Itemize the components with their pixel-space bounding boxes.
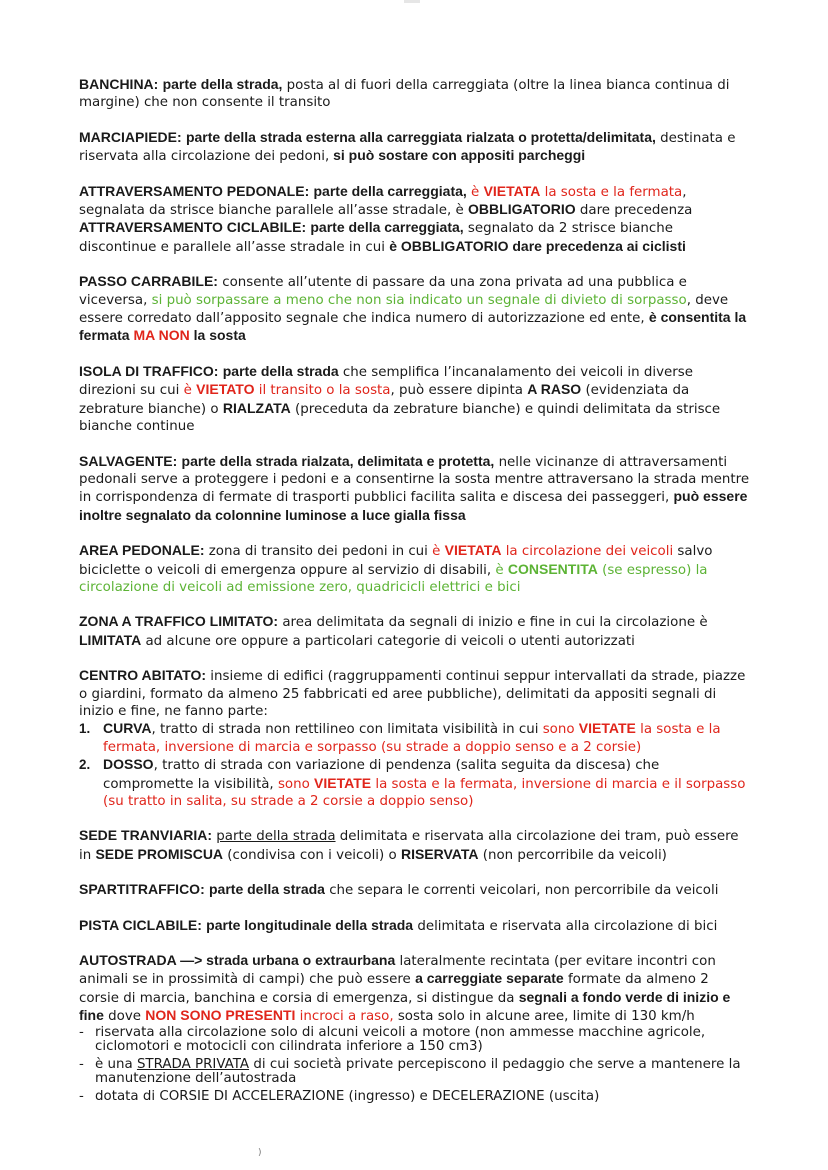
- para-attraversamento-ciclabile: ATTRAVERSAMENTO CICLABILE: parte della carreggiata, segnalato da 2 strisce bianche discontinue e parallele all’asse stradale in cui è OBBLIGATORIO dare precedenza ai ciclisti: [79, 219, 686, 255]
- autostrada-list: [79, 1026, 751, 1105]
- list-item: 1. CURVA, tratto di strada non rettilineo con limitata visibilità in cui sono VIETATE la sosta e la fermata, inversione di marcia e sorpasso (su strade a doppio senso e a 2 corsie): [79, 720, 721, 755]
- para-spartitraffico: SPARTITRAFFICO: parte della strada che separa le correnti veicolari, non percorribile da veicoli: [79, 881, 719, 899]
- term-pista-ciclabile: PISTA CICLABILE:: [79, 916, 202, 933]
- para-isola-di-traffico: ISOLA DI TRAFFICO: parte della strada che semplifica l’incanalamento dei veicoli in diverse direzioni su cui è VIETATO il transito o la sosta, può essere dipinta A RASO (evidenziata da zebrature bianche) o RIALZATA (preceduta da zebrature bianche) e quindi delimitata da strisce bianche continue: [79, 362, 721, 435]
- term-centro-abitato: CENTRO ABITATO:: [79, 667, 207, 684]
- para-marciapiede: MARCIAPIEDE: parte della strada esterna alla carreggiata rialzata o protetta/delimitata, destinata e riservata alla circolazione dei pedoni, si può sostare con appositi parcheggi: [79, 128, 736, 165]
- centro-list: [79, 720, 751, 810]
- para-autostrada: AUTOSTRADA —> strada urbana o extraurbana lateralmente recintata (per evitare incontri con animali se in prossimità di campi) che può essere a carreggiate separate formate da almeno 2 corsie di marcia, banchina e corsia di emergenza, si distingue da segnali a fondo verde di inizio e fine dove NON SONO PRESENTI incroci a raso, sosta solo in alcune aree, limite di 130 km/h - riservata alla circolazione solo di alcuni veicoli a motore (non ammesse macchine agricole, ciclomotori e motocicli con cilindrata inferiore a 150 cm3) - è una STRADA PRIVATA di cui società private percepiscono il pedaggio che serve a mantenere la manutenzione dell’autostrada - dotata di CORSIE DI ACCELERAZIONE (ingresso) e DECELERAZIONE (uscita): [79, 952, 751, 1104]
- term-spartitraffico: SPARTITRAFFICO:: [79, 881, 205, 898]
- para-attraversamento-pedonale: ATTRAVERSAMENTO PEDONALE: parte della carreggiata, è VIETATA la sosta e la fermata, segnalata da strisce bianche parallele all’asse stradale, è OBBLIGATORIO dare precedenza: [79, 182, 693, 219]
- document-body: [79, 76, 751, 1121]
- para-pista-ciclabile: PISTA CICLABILE: parte longitudinale della strada delimitata e riservata alla circolazione di bici: [79, 916, 718, 934]
- page-top-mark: [404, 0, 420, 3]
- list-item: - riservata alla circolazione solo di alcuni veicoli a motore (non ammesse macchine agricole, ciclomotori e motocicli con cilindrata inferiore a 150 cm3): [79, 1024, 706, 1055]
- para-salvagente: SALVAGENTE: parte della strada rialzata, delimitata e protetta, nelle vicinanze di attraversamenti pedonali serve a proteggere i pedoni e a consentirne la sosta mentre attraversano la strada mentre in corrispondenza di fermate di trasporti pubblici facilita salita e discesa dei passeggeri, può essere inoltre segnalato da colonnine luminose a luce gialla fissa: [79, 452, 750, 523]
- term-ztl: ZONA A TRAFFICO LIMITATO:: [79, 613, 279, 630]
- term-banchina: BANCHINA:: [79, 76, 159, 92]
- list-item: - è una STRADA PRIVATA di cui società private percepiscono il pedaggio che serve a mantenere la manutenzione dell’autostrada: [79, 1056, 741, 1087]
- term-salvagente: SALVAGENTE:: [79, 452, 178, 469]
- para-ztl: ZONA A TRAFFICO LIMITATO: area delimitata da segnali di inizio e fine in cui la circolazione è LIMITATA ad alcune ore oppure a particolari categorie di veicoli o utenti autorizzati: [79, 613, 708, 649]
- para-centro-abitato: CENTRO ABITATO: insieme di edifici (raggruppamenti continui seppur intervallati da strade, piazze o giardini, formato da almeno 25 fabbricati ed aree pubbliche), delimitati da appositi segnali di inizio e fine, ne fanno parte: 1. CURVA, tratto di strada non rettilineo con limitata visibilità in cui sono VIETATE la sosta e la fermata, inversione di marcia e sorpasso (su strade a doppio senso e a 2 corsie) 2. DOSSO, tratto di strada con variazione di pendenza (salita seguita da discesa) che compromette la visibilità, sono VIETATE la sosta e la fermata, inversione di marcia e il sorpasso (su tratto in salita, su strade a 2 corsie a doppio senso): [79, 667, 751, 810]
- term-attraversamento-pedonale: ATTRAVERSAMENTO PEDONALE:: [79, 182, 310, 199]
- term-passo-carrabile: PASSO CARRABILE:: [79, 273, 218, 290]
- para-area-pedonale: AREA PEDONALE: zona di transito dei pedoni in cui è VIETATA la circolazione dei veicoli salvo biciclette o veicoli di emergenza oppure al servizio di disabili, è CONSENTITA (se espresso) la circolazione di veicoli ad emissione zero, quadricicli elettrici e bici: [79, 542, 713, 595]
- term-attraversamento-ciclabile: ATTRAVERSAMENTO CICLABILE:: [79, 219, 307, 236]
- term-marciapiede: MARCIAPIEDE:: [79, 128, 182, 145]
- list-item: - dotata di CORSIE DI ACCELERAZIONE (ingresso) e DECELERAZIONE (uscita): [79, 1088, 600, 1104]
- list-item: 2. DOSSO, tratto di strada con variazione di pendenza (salita seguita da discesa) che compromette la visibilità, sono VIETATE la sosta e la fermata, inversione di marcia e il sorpasso (su tratto in salita, su strade a 2 corsie a doppio senso): [79, 756, 746, 809]
- term-area-pedonale: AREA PEDONALE:: [79, 542, 205, 559]
- term-autostrada: AUTOSTRADA —> strada urbana o extraurbana: [79, 952, 396, 969]
- para-passo-carrabile: PASSO CARRABILE: consente all’utente di passare da una zona privata ad una pubblica e viceversa, si può sorpassare a meno che non sia indicato un segnale di divieto di sorpasso, deve essere corredato dall’apposito segnale che indica numero di autorizzazione ed ente, è consentita la fermata MA NON la sosta: [79, 273, 747, 344]
- term-isola-di-traffico: ISOLA DI TRAFFICO:: [79, 362, 219, 379]
- para-sede-tranviaria: SEDE TRANVIARIA: parte della strada delimitata e riservata alla circolazione dei tram, può essere in SEDE PROMISCUA (condivisa con i veicoli) o RISERVATA (non percorribile da veicoli): [79, 827, 739, 863]
- term-sede-tranviaria: SEDE TRANVIARIA:: [79, 827, 213, 844]
- para-banchina: BANCHINA: parte della strada, posta al di fuori della carreggiata (oltre la linea bianca continua di margine) che non consente il transito: [79, 76, 730, 111]
- footer-mark: ): [258, 1148, 262, 1158]
